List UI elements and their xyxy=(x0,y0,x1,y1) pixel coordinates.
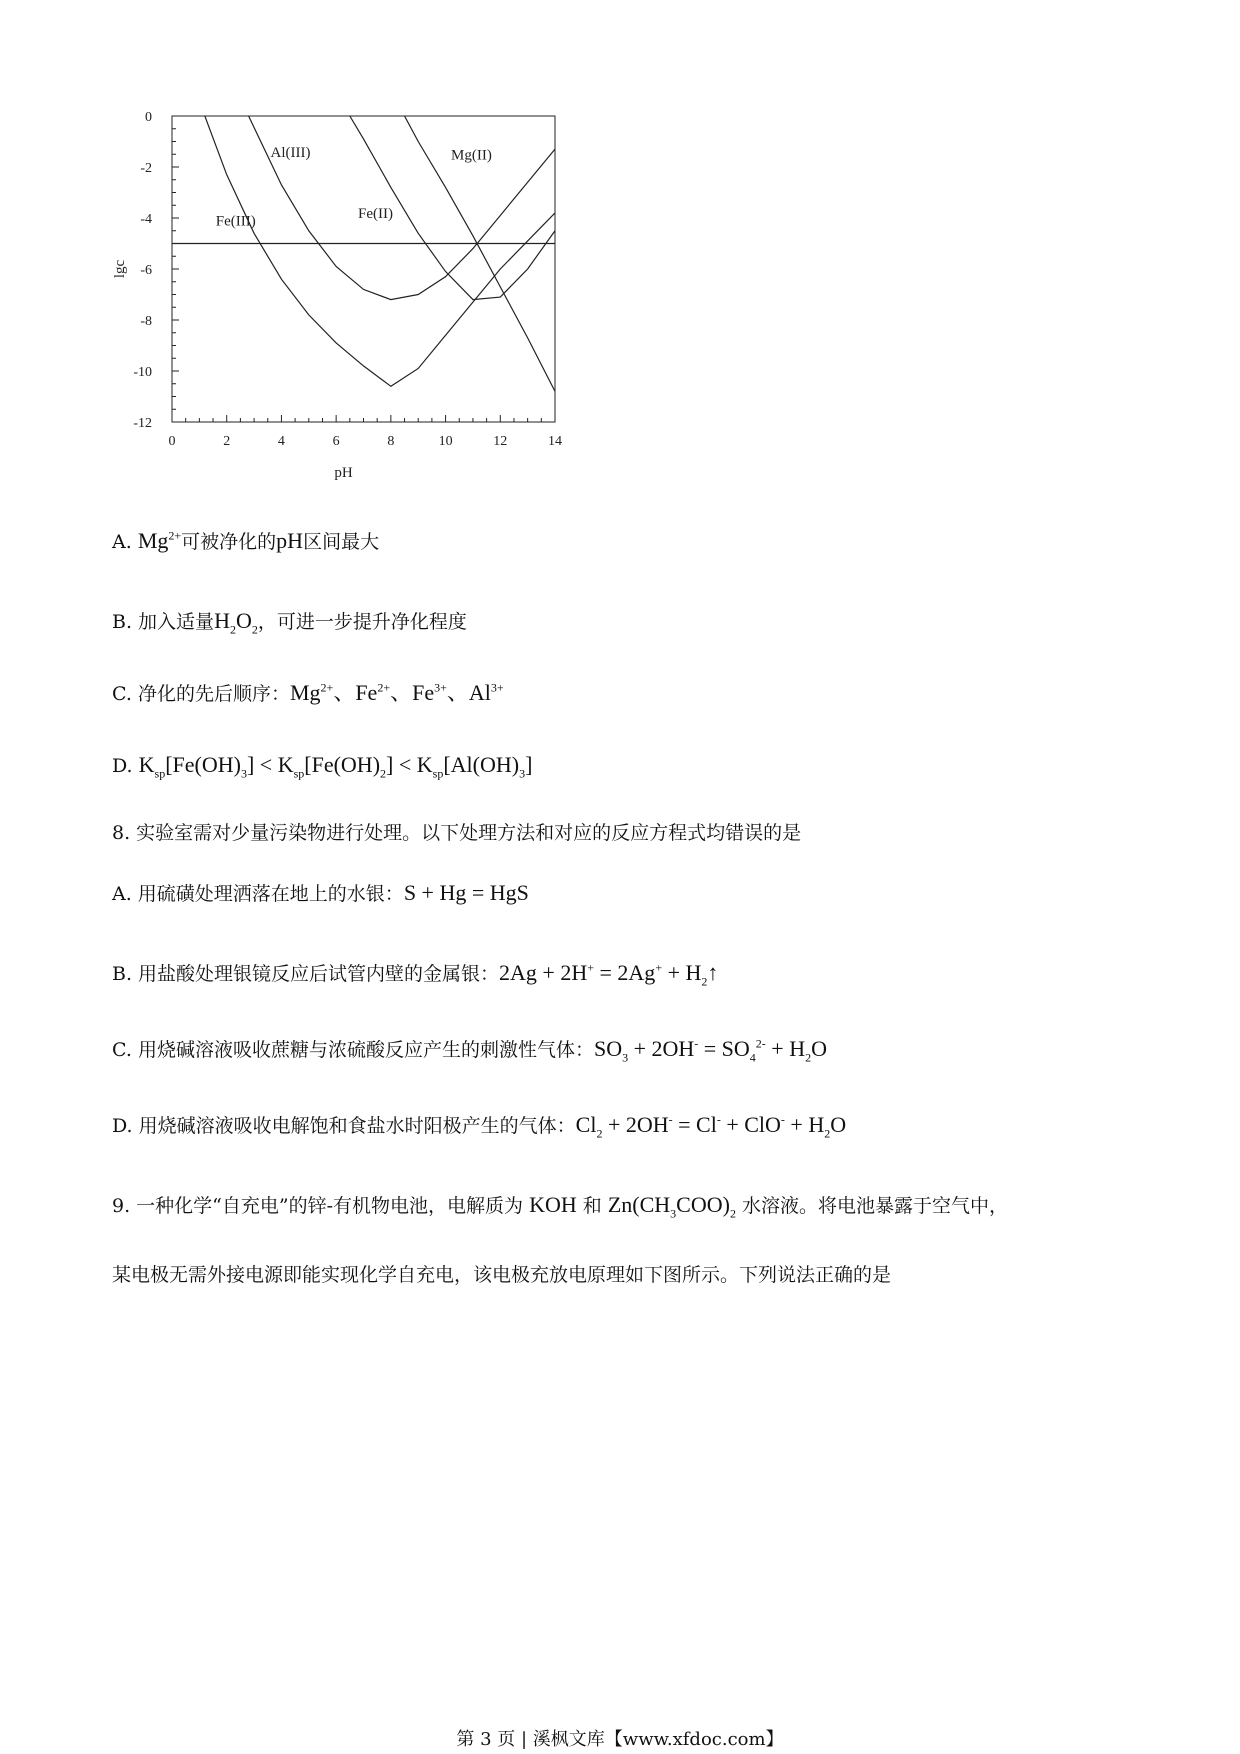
q9-zn-formula: $Zn(CH_3COO)_2$ xyxy=(607,1192,736,1221)
formula: $K_{sp}[Fe(OH)_3] < K_{sp}[Fe(OH)_2] < K_{sp}[Al(OH)_3]$ xyxy=(138,752,533,781)
series-label: Mg(II) xyxy=(451,147,492,164)
plot-frame xyxy=(172,116,555,422)
option-letter: B. xyxy=(112,611,139,633)
option-text: 可被净化的 xyxy=(181,531,277,553)
q8-option xyxy=(112,1036,827,1065)
option-text: 净化的先后顺序： xyxy=(137,683,290,705)
q8-option xyxy=(112,960,718,989)
option-letter: D. xyxy=(112,755,139,777)
option-text: B. 用盐酸处理银镜反应后试管内壁的金属银： xyxy=(112,963,500,985)
option-text: A. 用硫磺处理洒落在地上的水银： xyxy=(112,883,404,905)
series-label: Fe(II) xyxy=(358,206,394,222)
option-text: ，可进一步提升净化程度 xyxy=(257,611,467,633)
q9-text-c: 水溶液。将电池暴露于空气中， xyxy=(742,1195,1009,1217)
y-tick-label: 0 xyxy=(145,110,152,125)
formula: pH xyxy=(276,528,304,553)
q7-option xyxy=(112,752,532,781)
x-tick-label: 2 xyxy=(223,434,231,449)
q7-option xyxy=(112,528,379,554)
series-label: Fe(III) xyxy=(215,213,256,230)
series-label: Al(III) xyxy=(270,144,311,161)
page-footer: 第 3 页 | 溪枫文库【www.xfdoc.com】 xyxy=(456,1729,784,1750)
y-tick-label: -8 xyxy=(140,314,152,329)
formula: $Mg^{2+}$ xyxy=(137,528,182,553)
q8-option xyxy=(112,880,529,906)
x-tick-label: 14 xyxy=(548,434,562,449)
formula: $Mg^{2+}$、$Fe^{2+}$、$Fe^{3+}$、$Al^{3+}$ xyxy=(289,680,504,705)
x-tick-label: 0 xyxy=(168,434,176,449)
equation: $SO_3 + 2OH^- = SO_4^{2-} + H_2O$ xyxy=(593,1036,827,1065)
x-tick-label: 12 xyxy=(493,434,508,449)
y-tick-label: -6 xyxy=(140,263,152,278)
x-tick-label: 10 xyxy=(438,434,453,449)
option-text: 加入适量 xyxy=(138,611,215,633)
x-tick-label: 6 xyxy=(332,434,340,449)
chart-svg xyxy=(110,100,590,490)
equation: $2Ag + 2H^+ = 2Ag^+ + H_2↑$ xyxy=(499,960,719,989)
x-tick-label: 4 xyxy=(277,434,285,449)
x-tick-label: 8 xyxy=(387,434,395,449)
option-letter: A. xyxy=(112,531,138,553)
q9-line1 xyxy=(112,1192,1008,1221)
q8-option xyxy=(112,1112,846,1141)
y-tick-label: -4 xyxy=(140,212,152,227)
y-axis-label: lgc xyxy=(112,259,128,279)
equation: S + Hg = HgS xyxy=(403,880,529,905)
formula: $H_2O_2$ xyxy=(214,608,258,637)
x-axis-label: pH xyxy=(334,465,353,481)
y-tick-label: -12 xyxy=(133,416,152,431)
q9-text-b: 和 xyxy=(582,1195,602,1217)
q7-option xyxy=(112,608,467,637)
y-tick-label: -2 xyxy=(140,161,152,176)
equation: $Cl_2 + 2OH^- = Cl^- + ClO^- + H_2O$ xyxy=(575,1112,847,1141)
q9-koh: KOH xyxy=(529,1192,577,1217)
option-text: 区间最大 xyxy=(303,531,380,553)
q9-text-a: 9. 一种化学“自充电”的锌-有机物电池，电解质为 xyxy=(112,1195,524,1217)
option-text: D. 用烧碱溶液吸收电解饱和食盐水时阳极产生的气体： xyxy=(112,1115,576,1137)
solubility-chart xyxy=(110,100,590,490)
series-line-1 xyxy=(249,116,555,300)
series-line-0 xyxy=(205,116,555,386)
option-letter: C. xyxy=(112,683,138,705)
y-tick-label: -10 xyxy=(133,365,152,380)
q8-stem: 8. 实验室需对少量污染物进行处理。以下处理方法和对应的反应方程式均错误的是 xyxy=(112,822,802,844)
q7-option xyxy=(112,680,504,706)
option-text: C. 用烧碱溶液吸收蔗糖与浓硫酸反应产生的刺激性气体： xyxy=(112,1039,594,1061)
q9-line2: 某电极无需外接电源即能实现化学自充电，该电极充放电原理如下图所示。下列说法正确的是 xyxy=(112,1264,892,1286)
